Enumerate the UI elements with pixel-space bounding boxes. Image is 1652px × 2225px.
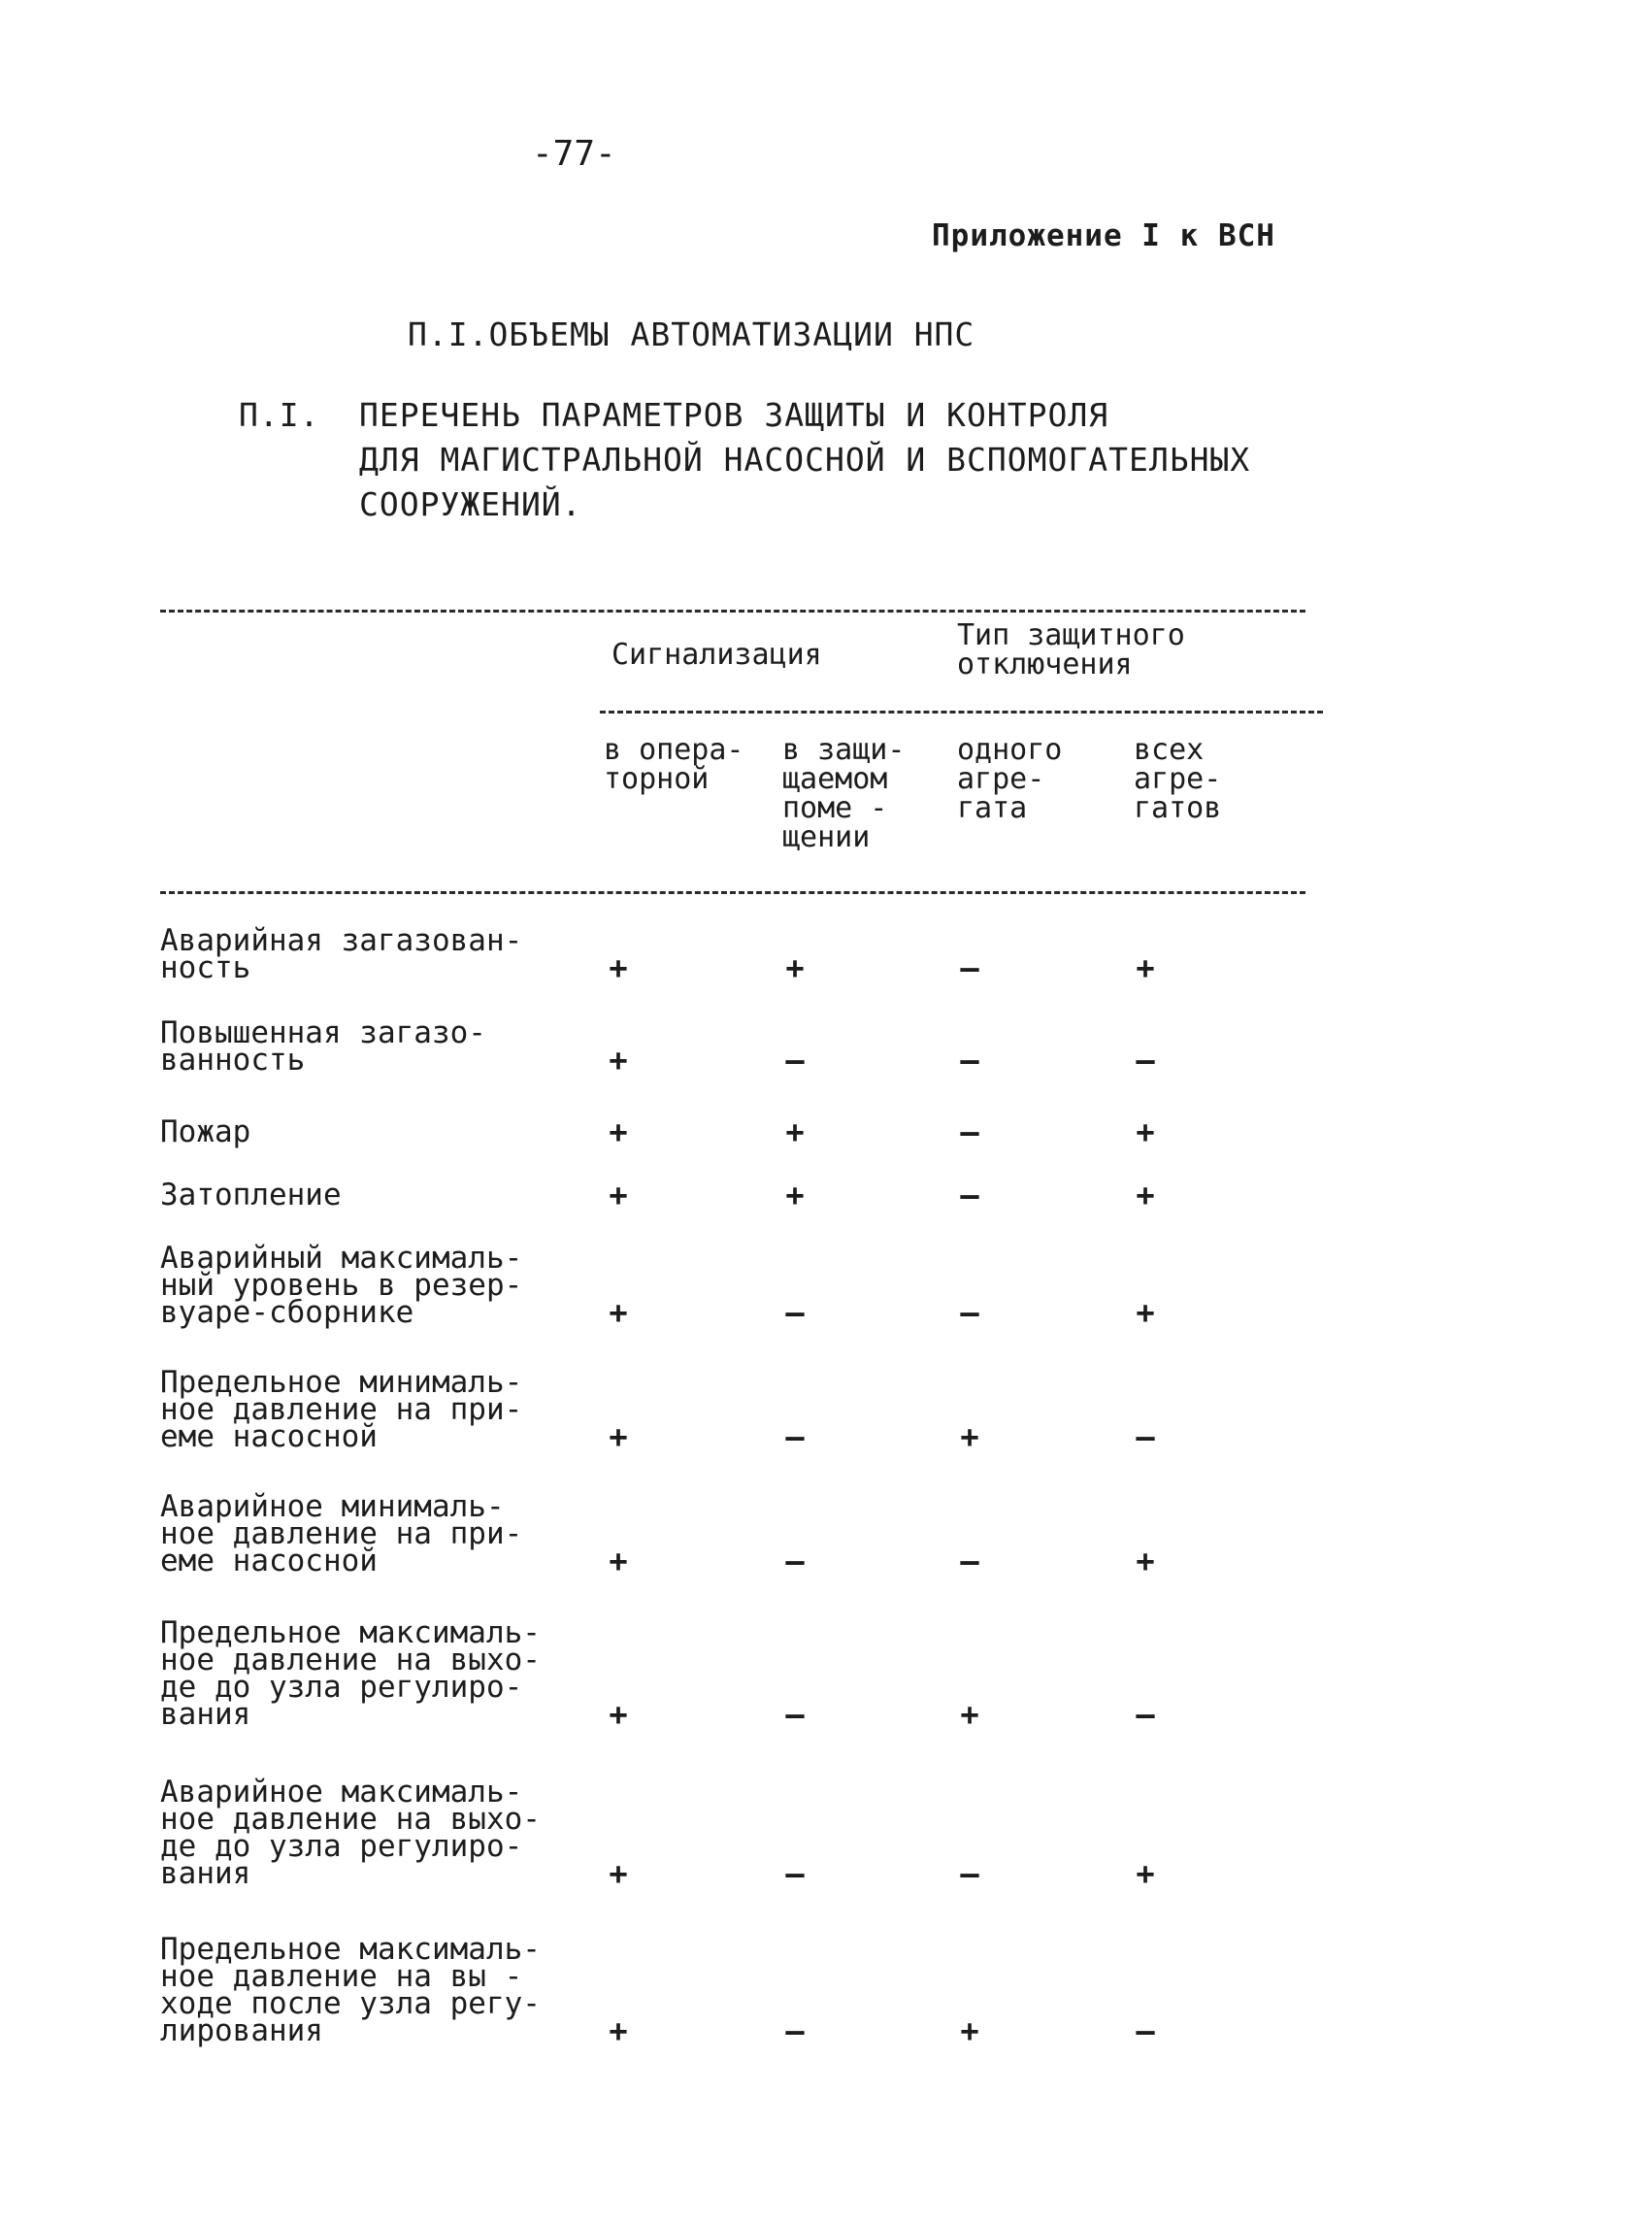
mark-operator-room: +: [609, 1543, 628, 1579]
mark-operator-room: +: [609, 1855, 628, 1892]
mark-one-unit: –: [960, 1113, 979, 1150]
mark-all-units: –: [1136, 1418, 1155, 1455]
mark-operator-room: +: [609, 1177, 628, 1213]
mark-one-unit: –: [960, 949, 979, 986]
mark-protected-room: –: [785, 1418, 805, 1455]
subsection-title-text: ПЕРЕЧЕНЬ ПАРАМЕТРОВ ЗАЩИТЫ И КОНТРОЛЯ ДЛЯ МАГИСТРАЛЬНОЙ НАСОСНОЙ И ВСПОМОГАТЕЛЬНЫХ СООРУЖЕНИЙ.: [359, 396, 1251, 523]
header-bottom-rule: [160, 891, 1305, 894]
mark-protected-room: +: [785, 1177, 805, 1213]
mark-all-units: –: [1136, 1042, 1155, 1079]
page-number: -77-: [532, 134, 616, 174]
header-signalization: Сигнализация: [611, 638, 822, 672]
header-all-units: всех агре- гатов: [1134, 733, 1222, 825]
mark-all-units: +: [1136, 949, 1155, 986]
mark-all-units: –: [1136, 1696, 1155, 1733]
row-label: Аварийный максималь- ный уровень в резер- вуаре-сборнике: [160, 1241, 523, 1330]
mark-all-units: +: [1136, 1113, 1155, 1150]
section-title: П.I.ОБЪЕМЫ АВТОМАТИЗАЦИИ НПС: [408, 315, 975, 353]
mark-protected-room: –: [785, 1855, 805, 1892]
row-label: Повышенная загазо- ванность: [160, 1015, 486, 1078]
mark-protected-room: –: [785, 1294, 805, 1331]
row-label: Предельное максималь- ное давление на вы - ходе после узла регу- лирования: [160, 1932, 541, 2048]
mark-one-unit: +: [960, 1418, 979, 1455]
mark-protected-room: +: [785, 1113, 805, 1150]
row-label: Аварийная загазован- ность: [160, 923, 523, 985]
row-label: Пожар: [160, 1114, 251, 1149]
row-label: Аварийное минималь- ное давление на при- еме насосной: [160, 1489, 523, 1578]
mark-one-unit: –: [960, 1855, 979, 1892]
mark-one-unit: –: [960, 1177, 979, 1213]
row-label: Аварийное максималь- ное давление на выхо- де до узла регулиро- вания: [160, 1775, 541, 1891]
mark-all-units: +: [1136, 1177, 1155, 1213]
row-label: Предельное максималь- ное давление на выхо- де до узла регулиро- вания: [160, 1615, 541, 1732]
mark-all-units: +: [1136, 1294, 1155, 1331]
mark-protected-room: –: [785, 1543, 805, 1579]
mark-operator-room: +: [609, 1696, 628, 1733]
mark-operator-room: +: [609, 1294, 628, 1331]
row-label: Затопление: [160, 1178, 342, 1212]
appendix-label: Приложение I к ВСН: [932, 218, 1275, 253]
mark-operator-room: +: [609, 1042, 628, 1079]
mark-protected-room: –: [785, 2012, 805, 2049]
mark-operator-room: +: [609, 1418, 628, 1455]
header-one-unit: одного агре- гата: [957, 733, 1063, 825]
row-label: Предельное минималь- ное давление на при- еме насосной: [160, 1365, 523, 1454]
mark-all-units: +: [1136, 1543, 1155, 1579]
mark-all-units: +: [1136, 1855, 1155, 1892]
header-operator-room: в опера- торной: [604, 733, 744, 796]
mark-protected-room: +: [785, 949, 805, 986]
header-shutdown-type: Тип защитного отключения: [957, 618, 1185, 681]
mark-operator-room: +: [609, 1113, 628, 1150]
mark-one-unit: –: [960, 1294, 979, 1331]
table-top-rule: [160, 610, 1305, 613]
mark-one-unit: –: [960, 1042, 979, 1079]
mark-one-unit: +: [960, 2012, 979, 2049]
mark-one-unit: +: [960, 1696, 979, 1733]
mark-protected-room: –: [785, 1042, 805, 1079]
header-protected-room: в защи- щаемом поме - щении: [782, 733, 906, 854]
mark-all-units: –: [1136, 2012, 1155, 2049]
mark-one-unit: –: [960, 1543, 979, 1579]
mark-operator-room: +: [609, 2012, 628, 2049]
subsection-number: П.I.: [239, 396, 320, 434]
mark-protected-room: –: [785, 1696, 805, 1733]
mark-operator-room: +: [609, 949, 628, 986]
header-middle-rule: [600, 711, 1323, 714]
